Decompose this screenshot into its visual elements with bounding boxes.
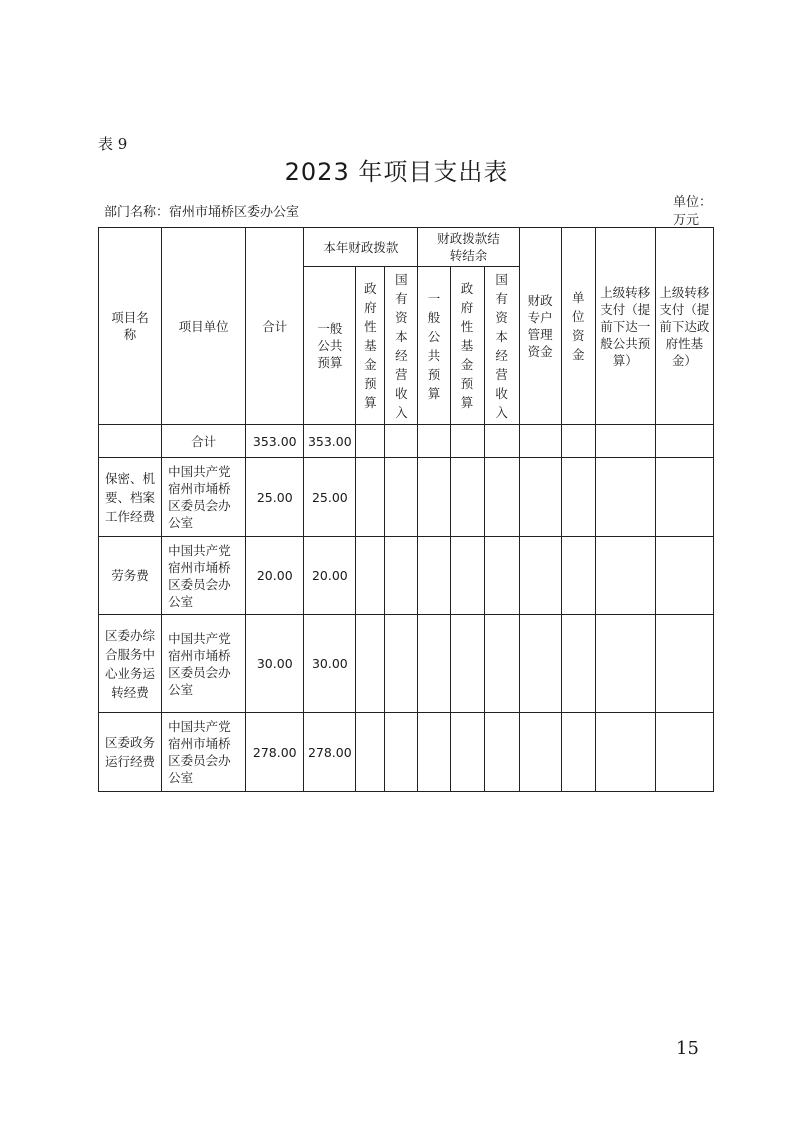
project-general: 30.00 (304, 615, 356, 713)
project-unit: 中国共产党宿州市埇桥区委员会办公室 (162, 458, 246, 537)
project-total: 30.00 (246, 615, 304, 713)
project-name: 劳务费 (99, 537, 162, 615)
table-row (99, 537, 714, 615)
project-general: 20.00 (304, 537, 356, 615)
table-row (99, 458, 714, 537)
unit-label: 单位： (673, 195, 713, 210)
project-unit: 中国共产党宿州市埇桥区委员会办公室 (162, 615, 246, 713)
project-name: 区委政务运行经费 (99, 713, 162, 792)
table-number: 表 9 (98, 135, 128, 153)
page-number: 15 (676, 1038, 699, 1059)
project-total: 278.00 (246, 713, 304, 792)
project-general: 278.00 (304, 713, 356, 792)
header-unit-funds: 单位资金 (561, 228, 595, 425)
total-row (99, 425, 714, 458)
total-label: 合计 (162, 425, 246, 458)
header-project-unit: 项目单位 (162, 228, 246, 425)
header-fiscal-special-account: 财政专户管理资金 (519, 228, 561, 425)
project-total: 20.00 (246, 537, 304, 615)
header-state-capital: 国有资本经营收入 (385, 267, 418, 425)
header-total: 合计 (246, 228, 304, 425)
header-carryover: 财政拨款结转结余 (418, 228, 519, 267)
header-general-budget-2: 一般公共预算 (418, 267, 450, 425)
project-unit: 中国共产党宿州市埇桥区委员会办公室 (162, 713, 246, 792)
table-row (99, 713, 714, 792)
project-unit: 中国共产党宿州市埇桥区委员会办公室 (162, 537, 246, 615)
project-name: 保密、机要、档案工作经费 (99, 458, 162, 537)
header-project-name: 项目名称 (99, 228, 162, 425)
project-expenditure-table (98, 227, 714, 792)
header-state-capital-2: 国有资本经营收入 (484, 267, 519, 425)
project-general: 25.00 (304, 458, 356, 537)
department-name: 部门名称：宿州市埇桥区委办公室 (104, 205, 300, 220)
header-current-year-appropriation: 本年财政拨款 (304, 228, 418, 267)
page-title: 2023 年项目支出表 (284, 158, 509, 186)
total-general: 353.00 (304, 425, 356, 458)
header-general-budget: 一般公共预算 (304, 267, 356, 425)
header-transfer-gov-fund: 上级转移支付（提前下达政府性基金） (655, 228, 713, 425)
header-gov-fund-2: 政府性基金预算 (450, 267, 484, 425)
project-name: 区委办综合服务中心业务运转经费 (99, 615, 162, 713)
table-row (99, 615, 714, 713)
header-gov-fund: 政府性基金预算 (356, 267, 385, 425)
header-transfer-general: 上级转移支付（提前下达一般公共预算） (595, 228, 655, 425)
project-total: 25.00 (246, 458, 304, 537)
total-amount: 353.00 (246, 425, 304, 458)
unit-value: 万元 (673, 213, 700, 228)
